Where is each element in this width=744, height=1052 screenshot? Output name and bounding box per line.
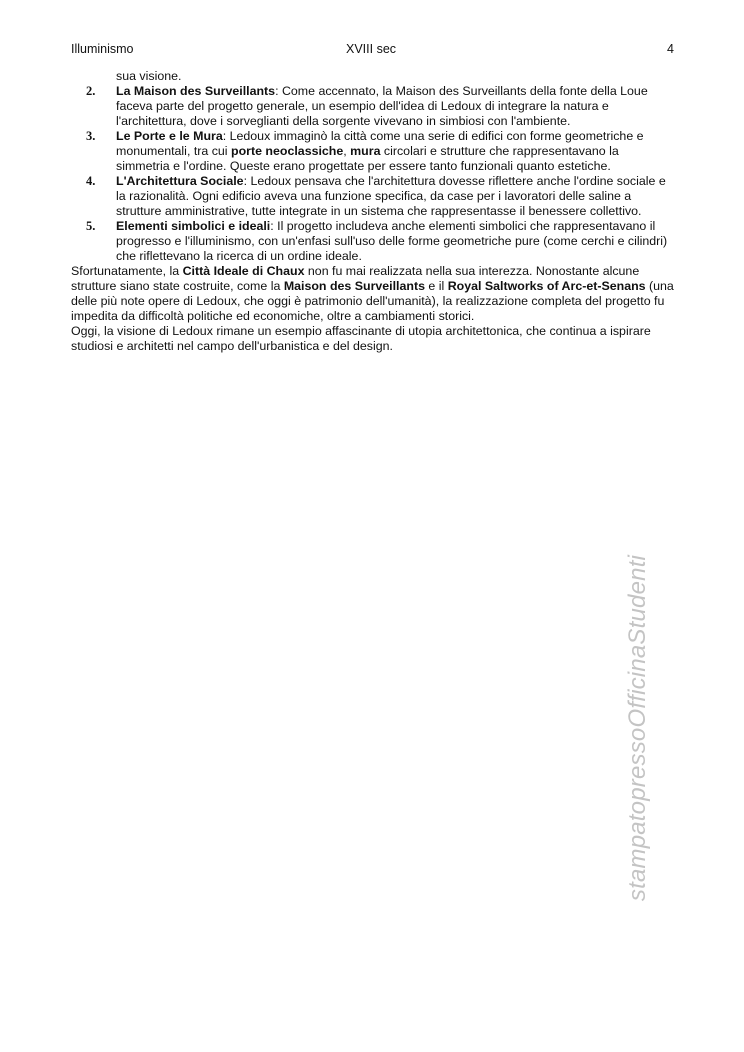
paragraph-text: non fu mai realizzata nella sua interezza. Nonostante alcune strutture siano state costruite, come la (71, 264, 640, 293)
list-number: 4. (86, 174, 96, 188)
paragraph-text: e il (424, 279, 448, 293)
list-item (71, 129, 674, 174)
list-item (71, 84, 674, 129)
paragraph-emphasis: Città Ideale di Chaux (182, 264, 305, 278)
item-title: Elementi simbolici e ideali (116, 219, 271, 233)
item-title: Le Porte e le Mura (116, 129, 223, 143)
item-title: L'Architettura Sociale (116, 174, 244, 188)
list-number: 5. (86, 219, 96, 233)
page-header (71, 42, 674, 60)
paragraph (71, 264, 674, 324)
paragraph-emphasis: Maison des Surveillants (283, 279, 425, 293)
watermark: stampatopressoOfficinaStudenti (624, 554, 651, 902)
numbered-list (71, 84, 674, 264)
item-emphasis: mura (350, 144, 381, 158)
item-emphasis: porte neoclassiche (231, 144, 344, 158)
document-body (71, 69, 674, 354)
item-text: : Come accennato, la Maison des Surveillants della fonte della Loue faceva parte del progetto generale, un esempio dell'idea di Ledoux di integrare la natura e l'architettura, dove i sorveglianti della sorgente vivevano in simbiosi con l'ambiente. (116, 84, 648, 128)
header-title: Illuminismo (71, 42, 134, 56)
list-number: 3. (86, 129, 96, 143)
continuation-text: sua visione. (116, 69, 182, 83)
header-period: XVIII sec (346, 42, 397, 56)
item-text: : Il progetto includeva anche elementi simbolici che rappresentavano il progresso e l'illuminismo, con un'enfasi sull'uso delle forme geometriche pure (come cerchi e cilindri) che riflettevano la ricerca di un ordine ideale. (116, 219, 668, 263)
item-text: : Ledoux immaginò la città come una serie di edifici con forme geometriche e monumentali, tra cui (116, 129, 644, 158)
list-item (71, 219, 674, 264)
item-text: , (343, 144, 351, 158)
paragraph-text: (una delle più note opere di Ledoux, che oggi è patrimonio dell'umanità), la realizzazione completa del progetto fu impedita da difficoltà politiche ed economiche, oltre a cambiamenti storici. (71, 279, 674, 323)
list-item (71, 174, 674, 219)
page-number: 4 (667, 42, 674, 56)
paragraph-text: Sfortunatamente, la (71, 264, 183, 278)
list-number: 2. (86, 84, 96, 98)
item-title: La Maison des Surveillants (116, 84, 276, 98)
item-text: circolari e strutture che rappresentavano la simmetria e l'ordine. Queste erano progettate per essere tanto funzionali quanto estetiche. (116, 144, 619, 173)
item-text: : Ledoux pensava che l'architettura dovesse riflettere anche l'ordine sociale e la razionalità. Ogni edificio aveva una funzione specifica, da case per i lavoratori delle saline a strutture amministrative, tutte integrate in un sistema che rappresentasse il benessere collettivo. (116, 174, 666, 218)
paragraph-emphasis: Royal Saltworks of Arc-et-Senans (447, 279, 646, 293)
paragraph: Oggi, la visione di Ledoux rimane un esempio affascinante di utopia architettonica, che continua a ispirare studiosi e architetti nel campo dell'urbanistica e del design. (71, 324, 651, 353)
